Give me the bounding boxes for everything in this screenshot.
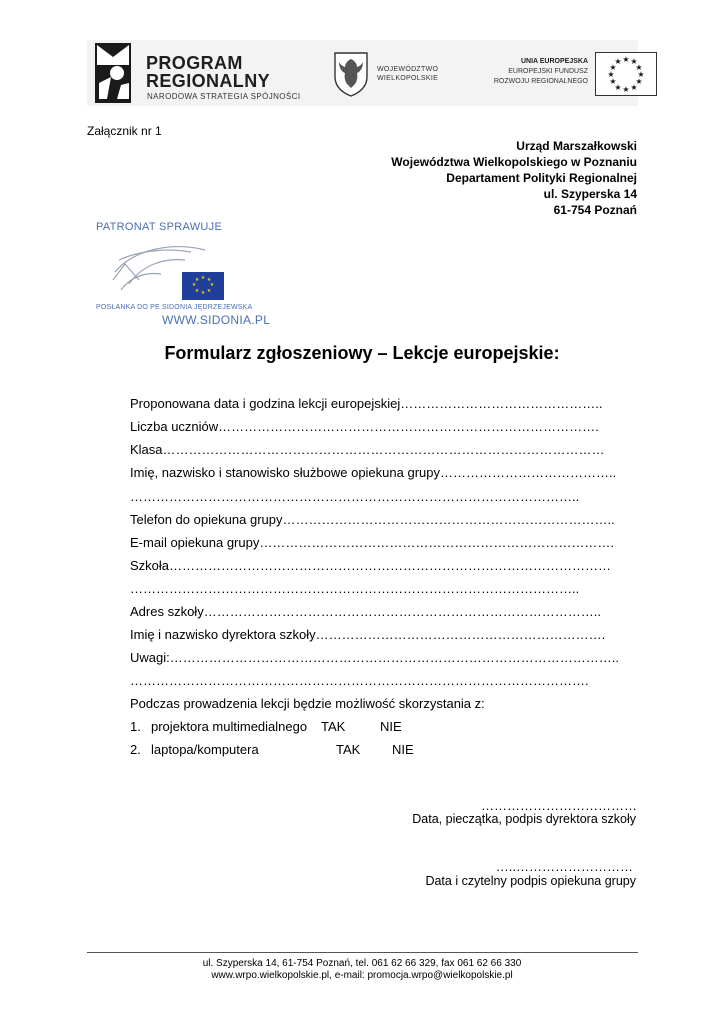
form-field-supervisor-name[interactable] <box>130 465 616 481</box>
address-line: Urząd Marszałkowski <box>516 139 637 153</box>
svg-text:★: ★ <box>637 70 645 79</box>
form-field-school-address[interactable] <box>130 604 601 620</box>
svg-text:★: ★ <box>206 277 212 283</box>
field-label: Imię, nazwisko i stanowisko służbowe opiekuna grupy <box>130 465 440 480</box>
field-label: Telefon do opiekuna grupy <box>130 512 283 527</box>
voivodeship-label-line1: WOJEWÓDZTWO <box>377 66 439 73</box>
svg-text:★: ★ <box>209 282 215 288</box>
form-field-lesson-date[interactable] <box>130 396 603 412</box>
field-label: E-mail opiekuna grupy <box>130 535 260 550</box>
program-title-line2: REGIONALNY <box>146 71 271 91</box>
supervisor-signature-caption: Data i czytelny podpis opiekuna grupy <box>425 874 636 888</box>
form-title: Formularz zgłoszeniowy – Lekcje europejskie: <box>164 343 560 363</box>
field-label: Imię i nazwisko dyrektora szkoły <box>130 627 316 642</box>
svg-text:★: ★ <box>607 70 615 79</box>
principal-signature-line[interactable]: ……………………………… <box>481 798 637 813</box>
field-label: Adres szkoły <box>130 604 204 619</box>
equipment-intro: Podczas prowadzenia lekcji będzie możliwość skorzystania z: <box>130 696 485 711</box>
form-field-remarks-continued[interactable] <box>130 673 589 689</box>
svg-text:★: ★ <box>630 57 638 66</box>
field-label: Proponowana data i godzina lekcji europejskiej <box>130 396 401 411</box>
footer-contact: www.wrpo.wielkopolskie.pl, e-mail: promocja.wrpo@wielkopolskie.pl <box>211 970 513 981</box>
field-fill-line[interactable]: ………………………………….. <box>440 465 617 480</box>
svg-text:★: ★ <box>609 77 617 86</box>
field-fill-line[interactable]: ………………………………………………………………………………………….. <box>130 489 580 504</box>
patronage-website: WWW.SIDONIA.PL <box>162 313 271 327</box>
form-field-remarks[interactable] <box>130 650 619 666</box>
svg-text:★: ★ <box>622 85 630 94</box>
patronage-subtitle: POSŁANKA DO PE SIDONIA JĘDRZEJEWSKA <box>96 304 253 311</box>
form-field-supervisor-phone[interactable] <box>130 512 615 528</box>
field-label: Klasa <box>130 442 163 457</box>
equipment-item: projektora multimedialnego <box>151 719 308 734</box>
footer-address: ul. Szyperska 14, 61-754 Poznań, tel. 061 62 66 329, fax 061 62 66 330 <box>202 958 522 969</box>
supervisor-signature-line[interactable]: …..……………………… <box>495 859 633 874</box>
form-field-principal-name[interactable] <box>130 627 605 643</box>
field-fill-line[interactable]: ………………………………………………………………………………………….. <box>169 650 619 665</box>
field-fill-line[interactable]: ……………………………………………………………………………….. <box>203 604 601 619</box>
field-label: Szkoła <box>130 558 170 573</box>
svg-text:★: ★ <box>614 83 622 92</box>
eu-label-line1: UNIA EUROPEJSKA <box>520 58 588 65</box>
attachment-label: Załącznik nr 1 <box>87 124 162 138</box>
address-line: ul. Szyperska 14 <box>543 187 637 201</box>
field-fill-line[interactable]: …………………………………………………………. <box>315 627 606 642</box>
recipient-address <box>391 138 637 218</box>
voivodeship-label-line2: WIELKOPOLSKIE <box>377 75 439 82</box>
svg-text:★: ★ <box>609 63 617 72</box>
form-field-class[interactable] <box>130 442 605 458</box>
equipment-yes-option[interactable]: TAK <box>336 742 361 757</box>
svg-text:★: ★ <box>194 277 200 283</box>
svg-text:★: ★ <box>194 288 200 294</box>
program-title-line1: PROGRAM <box>146 53 243 73</box>
field-fill-line[interactable]: ……………………………………….. <box>400 396 603 411</box>
form-field-student-count[interactable] <box>130 419 599 435</box>
eu-label-line3: ROZWOJU REGIONALNEGO <box>493 78 588 85</box>
field-label: Uwagi: <box>130 650 170 665</box>
equipment-number: 2. <box>130 742 141 757</box>
equipment-item: laptopa/komputera <box>151 742 259 757</box>
svg-text:★: ★ <box>622 55 630 64</box>
address-line: Departament Polityki Regionalnej <box>446 171 637 185</box>
equipment-number: 1. <box>130 719 141 734</box>
form-field-supervisor-email[interactable] <box>130 535 614 551</box>
equipment-no-option[interactable]: NIE <box>392 742 414 757</box>
patronage-title: PATRONAT SPRAWUJE <box>96 221 223 233</box>
svg-text:★: ★ <box>200 275 206 281</box>
program-subtitle: NARODOWA STRATEGIA SPÓJNOŚCI <box>147 92 301 101</box>
voivodeship-crest-icon <box>333 51 369 97</box>
address-line: 61-754 Poznań <box>553 203 637 217</box>
footer-divider <box>87 952 638 953</box>
field-fill-line[interactable]: ………………………………………………………………………………………… <box>169 558 612 573</box>
svg-text:★: ★ <box>206 288 212 294</box>
field-label: Liczba uczniów <box>130 419 219 434</box>
field-fill-line[interactable]: ……………………………………………………………………………. <box>218 419 599 434</box>
form-field-school-continued[interactable] <box>130 581 579 597</box>
principal-signature-caption: Data, pieczątka, podpis dyrektora szkoły <box>412 812 636 826</box>
address-line: Województwa Wielkopolskiego w Poznaniu <box>391 155 637 169</box>
form-field-school[interactable] <box>130 558 611 574</box>
svg-text:★: ★ <box>635 63 643 72</box>
svg-text:★: ★ <box>630 83 638 92</box>
svg-text:★: ★ <box>614 57 622 66</box>
svg-text:★: ★ <box>200 290 206 296</box>
eu-flag-icon <box>595 52 657 96</box>
form-field-supervisor-name-continued[interactable] <box>130 489 579 505</box>
field-fill-line[interactable]: ………………………………………………………………………………………….. <box>130 581 580 596</box>
field-fill-line[interactable]: ………………………………………………………………………. <box>259 535 614 550</box>
field-fill-line[interactable]: ………………………………………………………………….. <box>282 512 615 527</box>
svg-text:★: ★ <box>635 77 643 86</box>
field-fill-line[interactable]: ……………………………………………………………………………………………. <box>130 673 589 688</box>
equipment-no-option[interactable]: NIE <box>380 719 402 734</box>
equipment-yes-option[interactable]: TAK <box>321 719 346 734</box>
eu-label-line2: EUROPEJSKI FUNDUSZ <box>508 68 588 75</box>
program-regionalny-logo <box>93 43 131 103</box>
field-fill-line[interactable]: ………………………………………………………………………………………… <box>162 442 605 457</box>
svg-text:★: ★ <box>191 282 197 288</box>
